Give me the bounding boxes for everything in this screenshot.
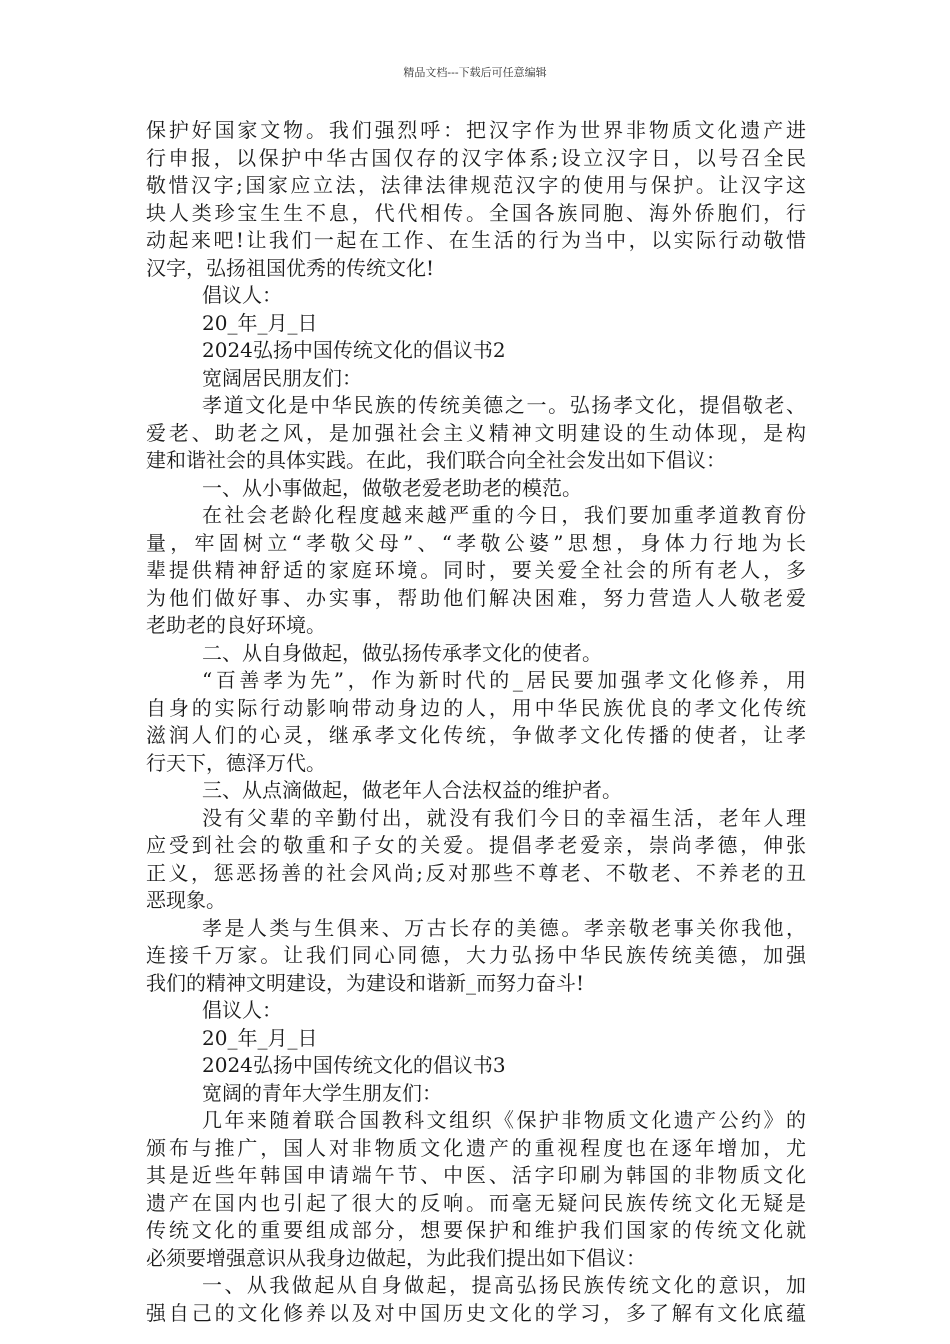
section-title: 2024弘扬中国传统文化的倡议书2 (202, 338, 506, 362)
text-line: 强自己的文化修养以及对中国历史文化的学习，多了解有文化底蕴 (146, 1300, 806, 1325)
section-title: 2024弘扬中国传统文化的倡议书3 (202, 1053, 506, 1077)
text-line: 行天下，德泽万代。 (146, 750, 326, 775)
text-line: 滋润人们的心灵，继承孝文化传统，争做孝文化传播的使者，让孝 (146, 723, 806, 747)
text-line: 敬惜汉字;国家应立法，法律法律规范汉字的使用与保护。让汉字这 (146, 173, 806, 197)
text-line: 我们的精神文明建设，为建设和谐新_而努力奋斗! (146, 970, 585, 995)
signature-label: 倡议人： (202, 283, 282, 307)
text-line: 爱老、助老之风，是加强社会主义精神文明建设的生动体现，是构 (146, 420, 806, 445)
text-line: 正义，惩恶扬善的社会风尚;反对那些不尊老、不敬老、不养老的丑 (146, 860, 806, 885)
text-line: 在社会老龄化程度越来越严重的今日，我们要加重孝道教育份 (202, 503, 806, 527)
item-heading: 二、从自身做起，做弘扬传承孝文化的使者。 (202, 640, 602, 665)
text-line: 自身的实际行动影响带动身边的人，用中华民族优良的孝文化传统 (146, 695, 806, 720)
text-line: 建和谐社会的具体实践。在此，我们联合向全社会发出如下倡议： (146, 448, 726, 472)
item-heading: 三、从点滴做起，做老年人合法权益的维护者。 (202, 778, 622, 802)
text-line: 连接千万家。让我们同心同德，大力弘扬中华民族传统美德，加强 (146, 943, 806, 967)
text-line: 颁布与推广，国人对非物质文化遗产的重视程度也在逐年增加，尤 (146, 1135, 806, 1160)
text-line: 其是近些年韩国申请端午节、中医、活字印刷为韩国的非物质文化 (146, 1163, 806, 1187)
text-line: 行申报，以保护中华古国仅存的汉字体系;设立汉字日，以号召全民 (146, 145, 806, 170)
text-line: 量，牢固树立“孝敬父母”、“孝敬公婆”思想，身体力行地为长 (146, 530, 806, 555)
text-line: 没有父辈的辛勤付出，就没有我们今日的幸福生活，老年人理 (202, 805, 806, 830)
text-line: 老助老的良好环境。 (146, 613, 326, 637)
item-heading: 一、从小事做起，做敬老爱老助老的模范。 (202, 475, 582, 500)
text-line: 保护好国家文物。我们强烈呼：把汉字作为世界非物质文化遗产进 (146, 118, 806, 142)
text-line: “百善孝为先”，作为新时代的_居民要加强孝文化修养，用 (202, 668, 806, 692)
text-line: 动起来吧!让我们一起在工作、在生活的行为当中，以实际行动敬惜 (146, 228, 806, 252)
text-line: 孝道文化是中华民族的传统美德之一。弘扬孝文化，提倡敬老、 (202, 393, 806, 417)
text-line: 传统文化的重要组成部分，想要保护和维护我们国家的传统文化就 (146, 1218, 806, 1242)
text-line: 几年来随着联合国教科文组织《保护非物质文化遗产公约》的 (202, 1108, 806, 1132)
salutation: 宽阔居民朋友们： (202, 365, 362, 390)
date-line: 20_年_月_日 (202, 310, 318, 335)
text-line: 恶现象。 (146, 888, 226, 912)
page-header: 精品文档---下载后可任意编辑 (403, 66, 547, 79)
text-line: 必须要增强意识从我身边做起，为此我们提出如下倡议： (146, 1245, 646, 1270)
text-line: 遗产在国内也引起了很大的反响。而毫无疑问民族传统文化无疑是 (146, 1190, 806, 1215)
document-body (146, 117, 806, 1327)
signature-label: 倡议人： (202, 998, 282, 1022)
text-line: 孝是人类与生俱来、万古长存的美德。孝亲敬老事关你我他， (202, 915, 806, 940)
text-line: 应受到社会的敬重和子女的关爱。提倡孝老爱亲，崇尚孝德，伸张 (146, 833, 806, 857)
date-line: 20_年_月_日 (202, 1025, 318, 1050)
text-line: 辈提供精神舒适的家庭环境。同时，要关爱全社会的所有老人，多 (146, 558, 806, 582)
text-line: 块人类珍宝生生不息，代代相传。全国各族同胞、海外侨胞们，行 (146, 200, 806, 225)
text-line: 汉字，弘扬祖国优秀的传统文化! (146, 255, 435, 280)
text-line: 为他们做好事、办实事，帮助他们解决困难，努力营造人人敬老爱 (146, 585, 806, 610)
text-line: 一、从我做起从自身做起，提高弘扬民族传统文化的意识，加 (202, 1273, 806, 1297)
salutation: 宽阔的青年大学生朋友们： (202, 1080, 442, 1105)
